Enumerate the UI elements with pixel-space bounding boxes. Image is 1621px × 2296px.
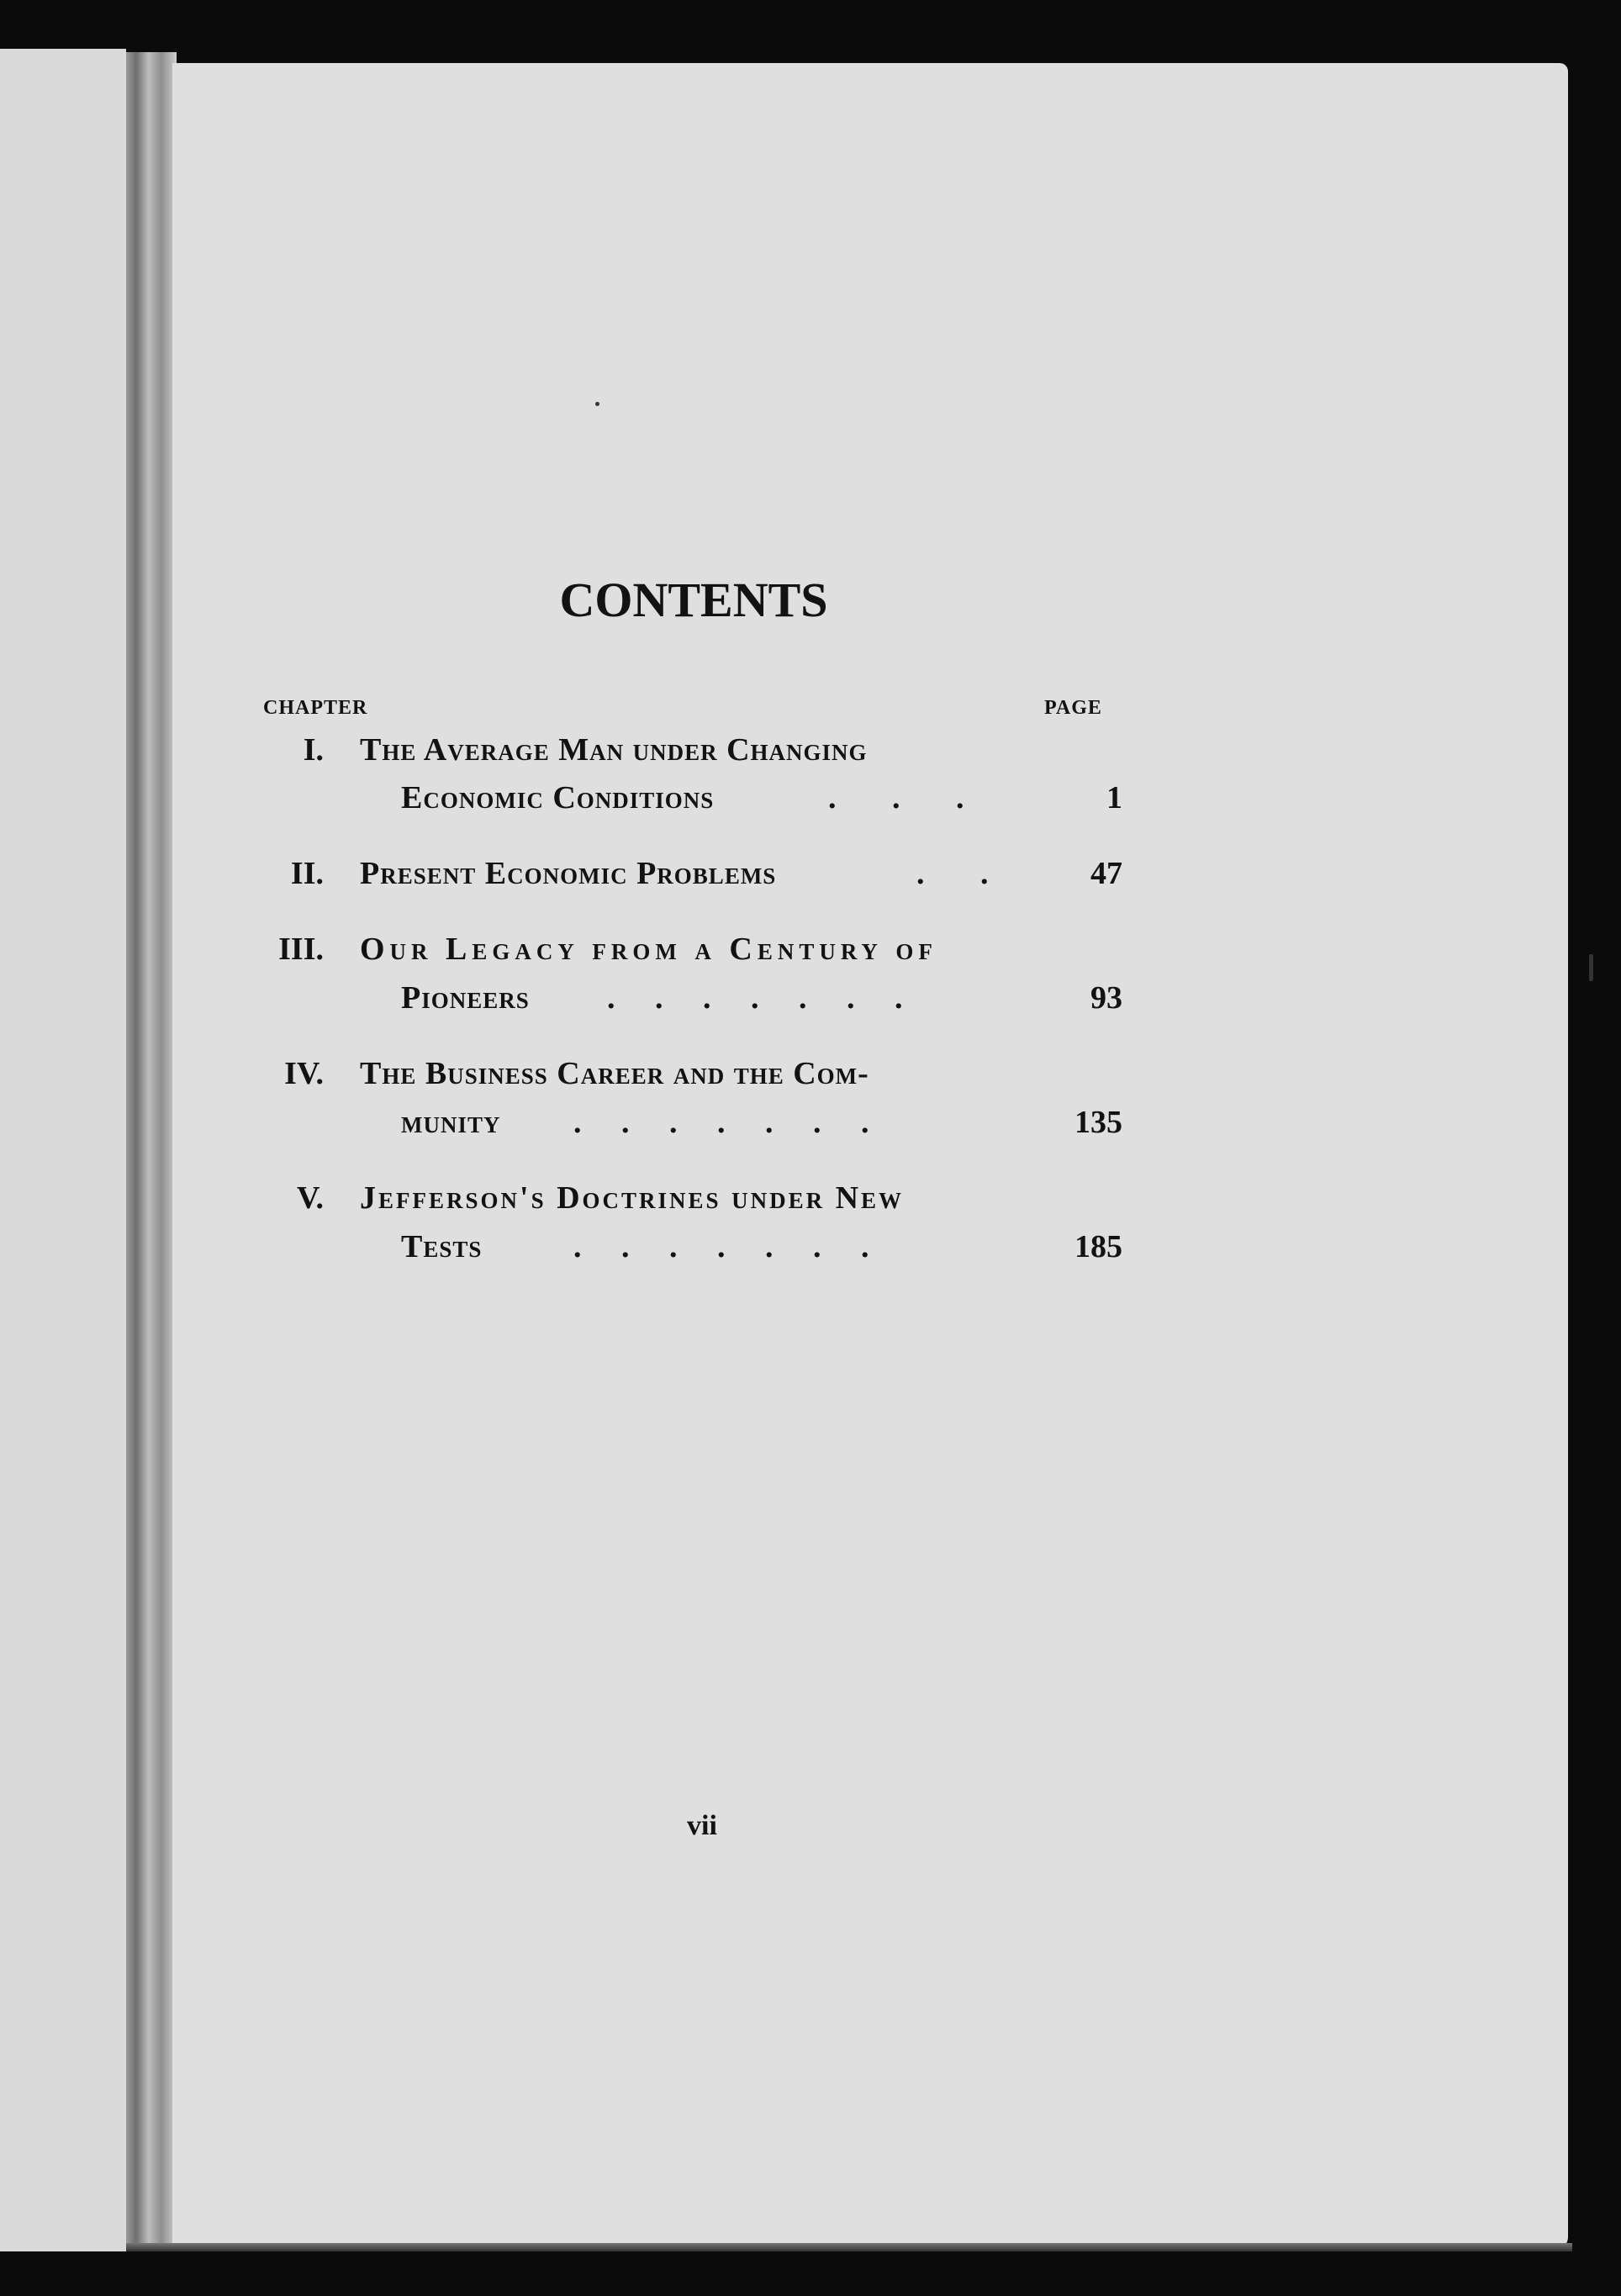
chapter-numeral: V.: [296, 1180, 324, 1216]
chapter-title-line2: Tests: [401, 1229, 483, 1264]
chapter-title-line1: The Average Man under Changing: [360, 732, 868, 768]
page-title: CONTENTS: [559, 573, 828, 627]
dot-leader: . . .: [828, 780, 964, 815]
dot-leader: . . . . . . .: [607, 980, 903, 1016]
dust-speck: [595, 402, 599, 406]
chapter-title-line2: Economic Conditions: [401, 780, 715, 815]
chapter-numeral: I.: [303, 732, 324, 768]
chapter-numeral: III.: [278, 932, 324, 967]
page-number: 135: [1075, 1105, 1122, 1140]
chapter-title-line2: munity: [401, 1105, 501, 1140]
chapter-title-line1: Jefferson's Doctrines under New: [360, 1180, 905, 1216]
dot-leader: . . . . . . .: [573, 1229, 869, 1264]
edge-mark: [1589, 954, 1593, 981]
chapter-column-label: CHAPTER: [263, 697, 368, 719]
page-number: 1: [1106, 780, 1122, 815]
page-column-label: PAGE: [1044, 697, 1102, 719]
chapter-title-line2: Pioneers: [401, 980, 530, 1016]
chapter-title-line1: The Business Career and the Com-: [360, 1056, 869, 1091]
page-number: 185: [1075, 1229, 1122, 1264]
chapter-title-line1: Present Economic Problems: [360, 856, 777, 891]
page-number: 47: [1090, 856, 1122, 891]
dot-leader: . .: [916, 856, 989, 891]
chapter-title-line1: Our Legacy from a Century of: [360, 932, 937, 967]
dot-leader: . . . . . . .: [573, 1105, 869, 1140]
chapter-numeral: II.: [290, 856, 324, 891]
page-folio: vii: [687, 1810, 717, 1841]
chapter-numeral: IV.: [284, 1056, 324, 1091]
page-number: 93: [1090, 980, 1122, 1016]
